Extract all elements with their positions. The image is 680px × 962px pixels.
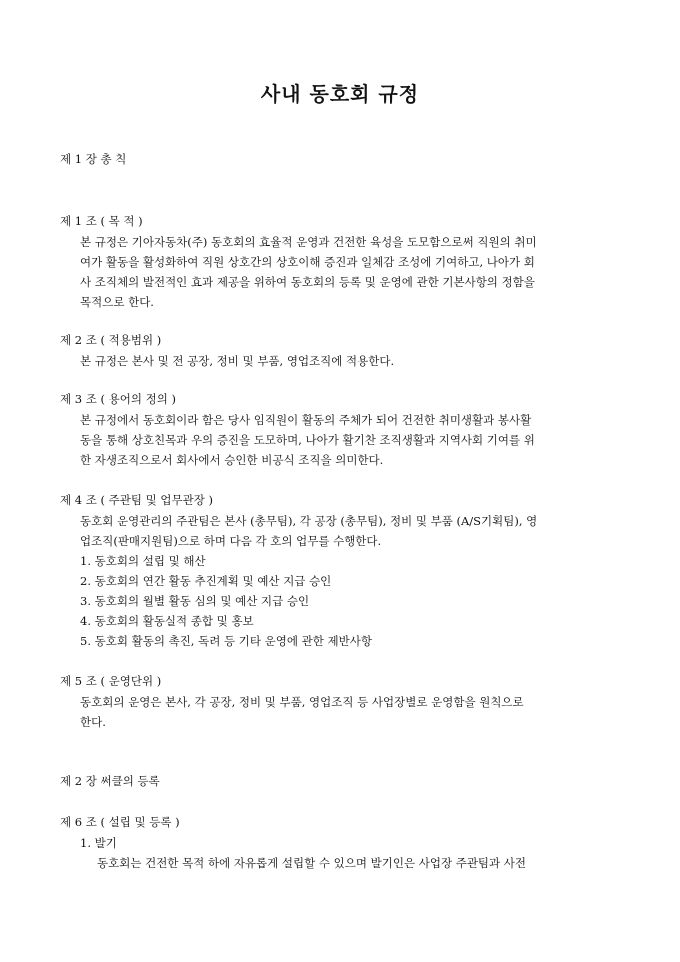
article-2-line: 본 규정은 본사 및 전 공장, 정비 및 부품, 영업조직에 적용한다. — [80, 354, 395, 368]
article-4-list-item: 2. 동호회의 연간 활동 추진계획 및 예산 지급 승인 — [80, 574, 332, 588]
article-1-line: 목적으로 한다. — [80, 295, 154, 309]
article-1-line: 본 규정은 기아자동차(주) 동호회의 효율적 운영과 건전한 육성을 도모함으로써 직원의 취미 — [80, 235, 537, 249]
article-4-list-item: 1. 동호회의 설립 및 해산 — [80, 554, 206, 568]
document-title: 사내 동호회 규정 — [260, 82, 420, 106]
article-1-line: 여가 활동을 활성화하여 직원 상호간의 상호이해 증진과 일체감 조성에 기여하고, 나아가 회 — [80, 255, 535, 269]
chapter-2-heading: 제 2 장 써클의 등록 — [60, 774, 160, 788]
article-4-list-item: 3. 동호회의 월별 활동 심의 및 예산 지급 승인 — [80, 594, 310, 608]
article-4-list-item: 5. 동호회 활동의 촉진, 독려 등 기타 운영에 관한 제반사항 — [80, 634, 372, 648]
article-3-heading: 제 3 조 ( 용어의 정의 ) — [60, 392, 176, 406]
article-4-line: 업조직(판매지원팀)으로 하며 다음 각 호의 업무를 수행한다. — [80, 534, 382, 548]
article-4-line: 동호회 운영관리의 주관팀은 본사 (총무팀), 각 공장 (총무팀), 정비 및 부품 (A/S기획팀), 영 — [80, 514, 538, 528]
article-6-line: 동호회는 건전한 목적 하에 자유롭게 설립할 수 있으며 발기인은 사업장 주관팀과 사전 — [97, 856, 527, 870]
article-5-line: 동호회의 운영은 본사, 각 공장, 정비 및 부품, 영업조직 등 사업장별로 운영함을 원칙으로 — [80, 695, 524, 709]
article-2-heading: 제 2 조 ( 적용범위 ) — [60, 333, 162, 347]
article-3-line: 본 규정에서 동호회이라 함은 당사 임직원이 활동의 주체가 되어 건전한 취미생활과 봉사활 — [80, 413, 532, 427]
article-4-heading: 제 4 조 ( 주관팀 및 업무관장 ) — [60, 493, 213, 507]
article-6-heading: 제 6 조 ( 설립 및 등록 ) — [60, 815, 180, 829]
article-1-line: 사 조직체의 발전적인 효과 제공을 위하여 동호회의 등록 및 운영에 관한 기본사항의 정함을 — [80, 275, 535, 289]
article-3-line: 한 자생조직으로서 회사에서 승인한 비공식 조직을 의미한다. — [80, 453, 384, 467]
article-5-line: 한다. — [80, 715, 106, 729]
chapter-1-heading: 제 1 장 총 칙 — [60, 152, 127, 166]
article-4-list-item: 4. 동호회의 활동실적 종합 및 홍보 — [80, 614, 254, 628]
article-5-heading: 제 5 조 ( 운영단위 ) — [60, 674, 162, 688]
article-1-heading: 제 1 조 ( 목 적 ) — [60, 214, 143, 228]
article-6-list-item: 1. 발기 — [80, 836, 117, 850]
article-3-line: 동을 통해 상호친목과 우의 증진을 도모하며, 나아가 활기찬 조직생활과 지역사회 기여를 위 — [80, 433, 535, 447]
